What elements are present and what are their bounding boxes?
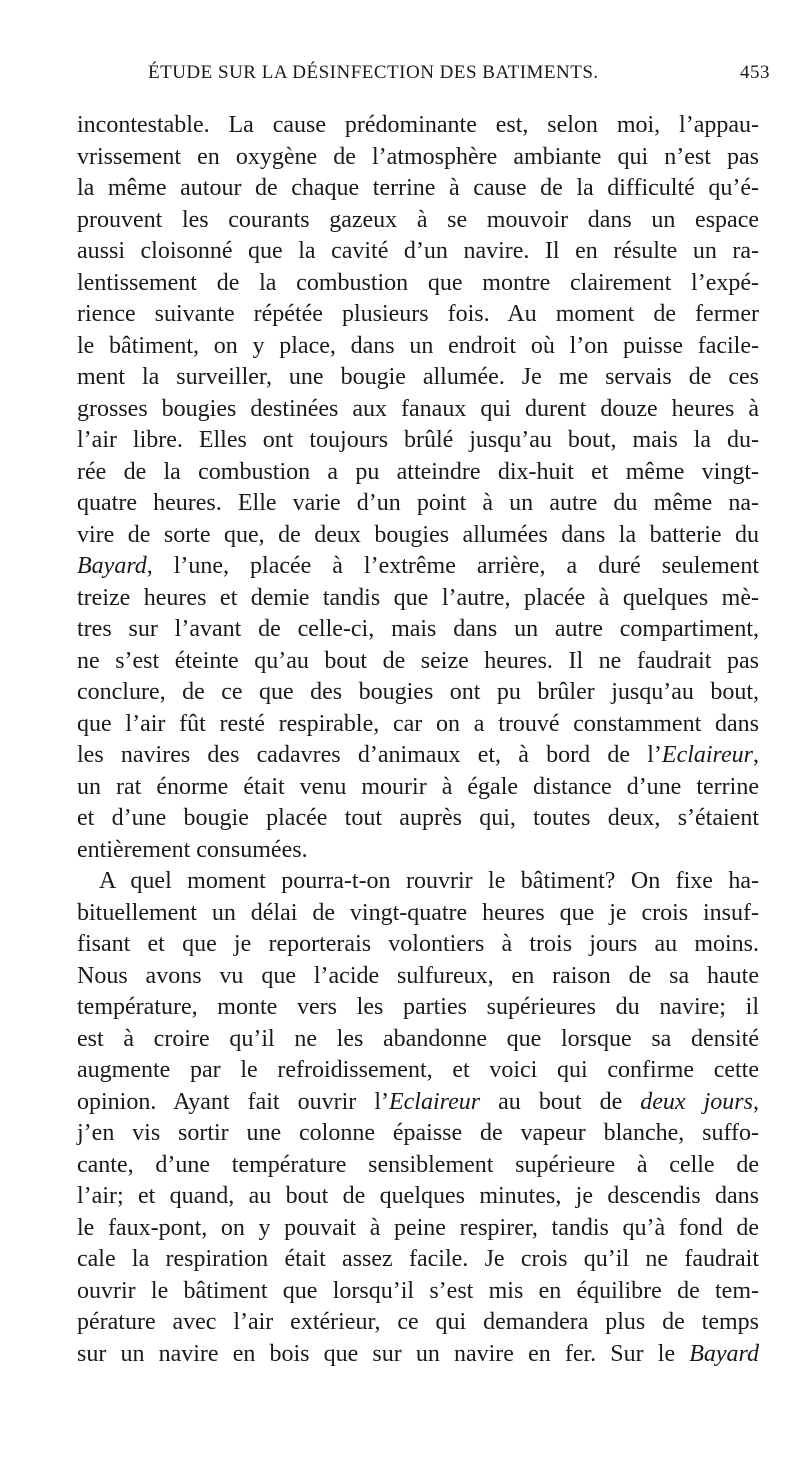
text-run: et d’une bougie placée tout auprès qui, toutes deux, s’étaient: [77, 805, 759, 831]
text-line: [77, 740, 759, 772]
text-run: cale la respiration était assez facile. Je crois qu’il ne faudrait: [77, 1246, 759, 1272]
text-run: l’air; et quand, au bout de quelques minutes, je descendis dans: [77, 1183, 759, 1209]
text-line: [77, 173, 759, 205]
text-run: j’en vis sortir une colonne épaisse de vapeur blanche, suffo-: [77, 1120, 759, 1146]
text-line: [77, 1055, 759, 1087]
text-run: aussi cloisonné que la cavité d’un navire. Il en résulte un ra-: [77, 238, 759, 264]
text-line: [77, 709, 759, 741]
text-run: ouvrir le bâtiment que lorsqu’il s’est mis en équilibre de tem-: [77, 1277, 759, 1304]
text-line: [77, 803, 759, 835]
text-line: [77, 425, 759, 457]
text-line: [77, 268, 759, 300]
text-line: [77, 551, 759, 583]
text-run: opinion. Ayant fait ouvrir l’: [77, 1088, 389, 1115]
italic-text: deux jours: [640, 1088, 753, 1115]
text-line: [77, 110, 759, 142]
text-line: [77, 772, 759, 804]
italic-text: Eclaireur: [388, 1088, 481, 1115]
text-run: pérature avec l’air extérieur, ce qui demandera plus de temps: [77, 1309, 759, 1335]
text-line: [77, 835, 759, 867]
text-run: conclure, de ce que des bougies ont pu brûler jusqu’au bout,: [77, 679, 759, 705]
text-line: [77, 142, 759, 174]
text-run: tres sur l’avant de celle-ci, mais dans un autre compartiment,: [77, 616, 759, 642]
running-head: ÉTUDE SUR LA DÉSINFECTION DES BATIMENTS.: [148, 62, 599, 83]
text-run: est à croire qu’il ne les abandonne que lorsque sa densité: [77, 1025, 759, 1052]
text-run: un rat énorme était venu mourir à égale distance d’une terrine: [77, 773, 759, 800]
text-run: ,: [753, 742, 759, 768]
body-text: [77, 110, 759, 1370]
italic-text: Bayard: [689, 1340, 759, 1367]
text-line: [77, 1276, 759, 1308]
page-header: [148, 62, 770, 92]
text-run: rience suivante répétée plusieurs fois. Au moment de fermer: [77, 301, 759, 327]
text-run: l’air libre. Elles ont toujours brûlé jusqu’au bout, mais la du-: [77, 427, 759, 453]
text-line: [77, 583, 759, 615]
text-line: [77, 299, 759, 331]
text-run: au bout de: [480, 1088, 641, 1115]
italic-text: Eclaireur: [661, 742, 753, 768]
text-line: [77, 961, 759, 993]
text-line: [77, 677, 759, 709]
text-line: [77, 1213, 759, 1245]
text-run: grosses bougies destinées aux fanaux qui durent douze heures à: [77, 395, 759, 422]
text-run: treize heures et demie tandis que l’autre, placée à quelques mè-: [77, 584, 759, 611]
text-line: [77, 1181, 759, 1213]
text-run: Nous avons vu que l’acide sulfureux, en raison de sa haute: [77, 962, 759, 989]
text-run: incontestable. La cause prédominante est, selon moi, l’appau-: [77, 112, 759, 138]
text-run: vrissement en oxygène de l’atmosphère ambiante qui n’est pas: [77, 143, 759, 170]
text-run: le bâtiment, on y place, dans un endroit où l’on puisse facile-: [77, 332, 759, 359]
text-run: que l’air fût resté respirable, car on a trouvé constamment dans: [77, 710, 759, 737]
text-line: [77, 205, 759, 237]
text-line: [77, 929, 759, 961]
text-run: A quel moment pourra-t-on rouvrir le bâtiment? On fixe ha-: [99, 868, 759, 894]
page-number: 453: [740, 62, 770, 83]
text-line: [77, 488, 759, 520]
text-line: [77, 236, 759, 268]
text-line: [77, 362, 759, 394]
text-run: la même autour de chaque terrine à cause de la difficulté qu’é-: [77, 175, 759, 201]
text-run: température, monte vers les parties supérieures du navire; il: [77, 994, 759, 1020]
text-run: prouvent les courants gazeux à se mouvoir dans un espace: [77, 206, 759, 233]
text-line: [77, 457, 759, 489]
text-run: ment la surveiller, une bougie allumée. Je me servais de ces: [77, 364, 759, 390]
text-run: lentissement de la combustion que montre clairement l’expé-: [77, 269, 759, 296]
text-run: sur un navire en bois que sur un navire en fer. Sur le: [77, 1340, 690, 1367]
text-run: quatre heures. Elle varie d’un point à un autre du même na-: [77, 490, 759, 516]
text-run: ne s’est éteinte qu’au bout de seize heures. Il ne faudrait pas: [77, 647, 759, 674]
text-run: ,: [753, 1088, 759, 1115]
text-run: les navires des cadavres d’animaux et, à bord de l’: [77, 742, 662, 768]
text-run: augmente par le refroidissement, et voici qui confirme cette: [77, 1057, 759, 1083]
text-line: [77, 1244, 759, 1276]
text-line: [77, 394, 759, 426]
text-line: [77, 1307, 759, 1339]
text-line: [77, 1150, 759, 1182]
text-run: , l’une, placée à l’extrême arrière, a duré seulement: [146, 553, 759, 579]
text-line: [77, 331, 759, 363]
text-run: le faux-pont, on y pouvait à peine respirer, tandis qu’à fond de: [77, 1214, 759, 1241]
text-line: [77, 520, 759, 552]
text-run: cante, d’une température sensiblement supérieure à celle de: [77, 1151, 759, 1178]
italic-text: Bayard: [77, 553, 147, 579]
text-run: vire de sorte que, de deux bougies allumées dans la batterie du: [77, 521, 759, 548]
text-line: [77, 1024, 759, 1056]
text-run: entièrement consumées.: [77, 836, 308, 863]
text-line: [77, 614, 759, 646]
text-line: [77, 866, 759, 898]
text-line: [77, 992, 759, 1024]
text-line: [77, 646, 759, 678]
text-run: bituellement un délai de vingt-quatre heures que je crois insuf-: [77, 899, 759, 926]
text-line: [77, 898, 759, 930]
text-run: fisant et que je reporterais volontiers à trois jours au moins.: [77, 931, 759, 957]
text-line: [77, 1118, 759, 1150]
text-line: [77, 1087, 759, 1119]
text-run: rée de la combustion a pu atteindre dix-huit et même vingt-: [77, 458, 759, 485]
text-line: [77, 1339, 759, 1371]
